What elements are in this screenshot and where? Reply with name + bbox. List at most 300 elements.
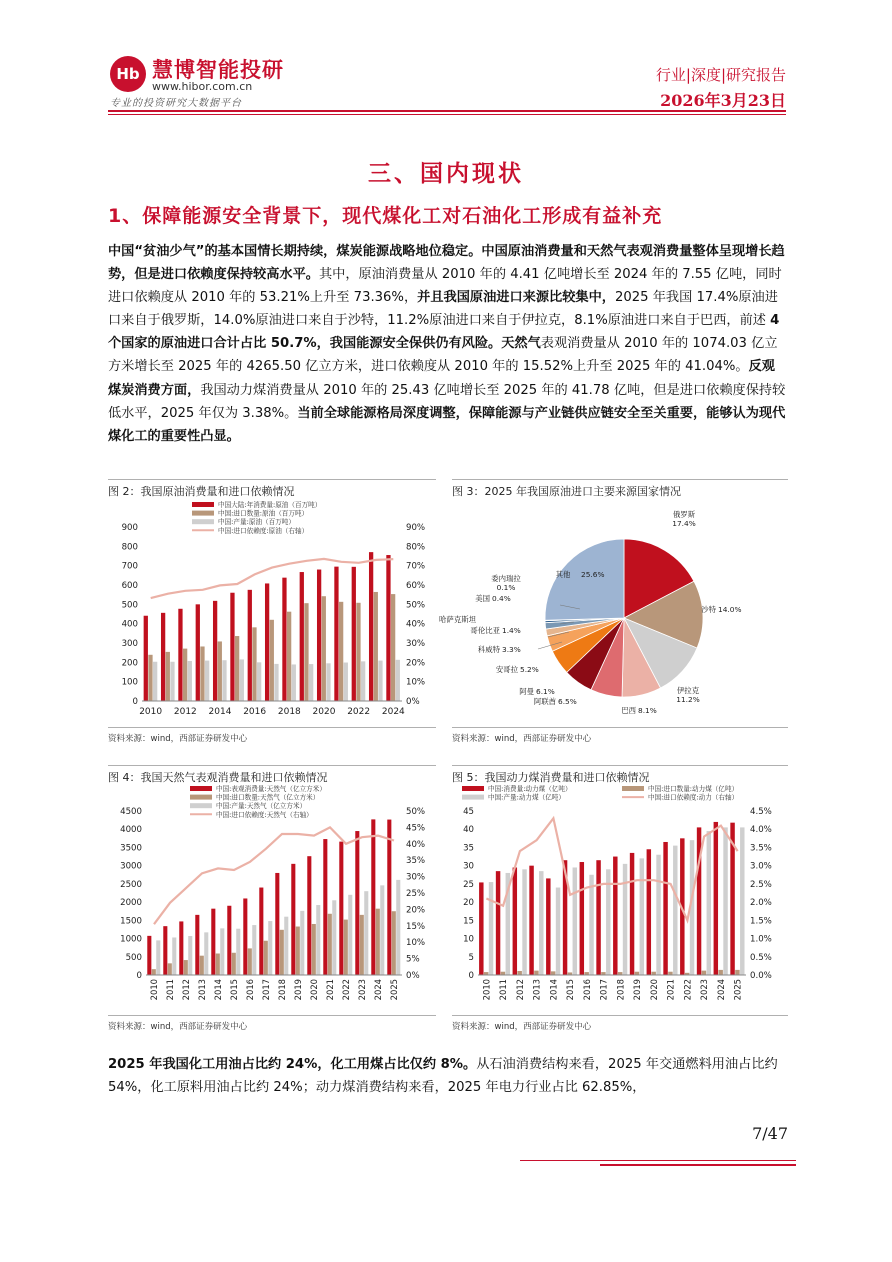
legend-swatch <box>190 786 212 791</box>
bar-产量 <box>204 932 208 975</box>
bar-进口数量 <box>517 971 521 975</box>
pie-value: 8.1% <box>638 706 657 715</box>
bar-进口数量 <box>152 969 156 975</box>
bar-表观消费量 <box>147 936 151 975</box>
legend-swatch <box>190 803 212 808</box>
bar-进口数量 <box>339 602 343 701</box>
fig4-chart <box>108 783 436 1013</box>
bar-产量 <box>170 662 174 701</box>
fig3-top-rule <box>452 479 788 480</box>
bar-产量 <box>640 858 644 975</box>
x-tick-label: 2021 <box>325 979 335 1001</box>
bar-表观消费量 <box>339 842 343 975</box>
bar-产量 <box>539 871 543 975</box>
bar-进口数量 <box>287 612 291 701</box>
footer-divider-thick <box>600 1164 796 1166</box>
y2-tick-label: 30% <box>406 639 426 649</box>
fig4-source: 资料来源：wind，西部证券研发中心 <box>108 1022 248 1032</box>
bar-消费量 <box>300 572 304 701</box>
bar-产量 <box>156 940 160 975</box>
y2-tick-label: 50% <box>406 600 426 611</box>
fig2-chart <box>108 497 436 725</box>
y-tick-label: 900 <box>121 523 138 533</box>
header-divider <box>108 110 786 112</box>
pie-value: 25.6% <box>581 570 605 579</box>
bar-表观消费量 <box>355 831 359 975</box>
fig4-top-rule <box>108 765 436 766</box>
y2-tick-label: 4.5% <box>750 807 772 817</box>
y2-tick-label: 10% <box>406 677 426 688</box>
bar-进口数量 <box>702 971 706 975</box>
y2-tick-label: 70% <box>406 561 426 572</box>
bar-消费量 <box>248 590 252 701</box>
bar-产量 <box>344 663 348 701</box>
pie-label: 沙特 <box>701 605 716 614</box>
legend-swatch <box>622 786 644 791</box>
y2-tick-label: 20% <box>406 905 426 916</box>
bar-进口数量 <box>183 649 187 701</box>
y-tick-label: 3000 <box>120 861 142 872</box>
logo-name: 慧博智能投研 <box>152 58 284 82</box>
para1-run: 并且我国原油进口来源比较集中， <box>417 290 615 306</box>
bar-消费量 <box>230 593 234 701</box>
bar-表观消费量 <box>291 864 295 975</box>
x-tick-label: 2015 <box>565 979 576 1001</box>
bar-产量 <box>300 911 304 975</box>
x-tick-label: 2019 <box>632 979 643 1001</box>
y-tick-label: 600 <box>121 581 138 591</box>
x-tick-label: 2016 <box>243 707 267 717</box>
para1-run: 中国“贫油少气”的基本国情长期持续，煤炭能源战略地位稳定。中国原油消费量和天然气表观消费量整体呈现增长趋势，但是进口依赖度保持较高水平。 <box>108 244 785 283</box>
x-tick-label: 2013 <box>197 979 207 1001</box>
bar-进口数量 <box>304 603 308 701</box>
x-tick-label: 2015 <box>229 979 239 1001</box>
bar-产量 <box>673 846 677 975</box>
legend-swatch <box>192 502 214 507</box>
header-divider-thin <box>108 114 786 115</box>
bar-进口数量 <box>200 956 204 975</box>
bar-消费量 <box>282 578 286 701</box>
pie-slice-12 <box>545 539 624 620</box>
pie-value: 17.4% <box>672 519 696 528</box>
legend-swatch <box>462 795 484 800</box>
x-tick-label: 2020 <box>312 707 336 717</box>
bar-进口数量 <box>280 930 284 975</box>
x-tick-label: 2025 <box>732 979 743 1001</box>
bar-进口数量 <box>344 920 348 975</box>
pie-label: 其他 <box>555 570 571 579</box>
y2-tick-label: 40% <box>406 839 426 850</box>
pie-label: 哥伦比亚 <box>470 626 500 635</box>
y-tick-label: 10 <box>463 934 474 945</box>
bar-产量 <box>205 661 209 701</box>
legend-swatch <box>190 795 212 800</box>
y-tick-label: 300 <box>121 639 138 649</box>
x-tick-label: 2018 <box>615 979 626 1001</box>
y2-tick-label: 1.0% <box>750 934 772 945</box>
y2-tick-label: 5% <box>406 954 420 965</box>
x-tick-label: 2021 <box>665 979 676 1001</box>
bar-产量 <box>396 660 400 701</box>
y-tick-label: 20 <box>463 898 474 909</box>
legend-label: 中国:表观消费量:天然气（亿立方米） <box>216 785 326 793</box>
bar-产量 <box>396 880 400 975</box>
pie-value: 11.2% <box>676 695 700 704</box>
x-tick-label: 2020 <box>309 979 319 1001</box>
bar-产量 <box>589 875 593 975</box>
y2-tick-label: 4.0% <box>750 825 772 836</box>
x-tick-label: 2014 <box>548 979 559 1001</box>
pie-label: 伊拉克 <box>676 686 700 695</box>
bar-产量 <box>268 921 272 975</box>
paragraph-1 <box>108 240 788 448</box>
bar-产量 <box>274 664 278 701</box>
bar-产量 <box>364 891 368 975</box>
x-tick-label: 2012 <box>181 979 191 1001</box>
bar-表观消费量 <box>195 915 199 975</box>
bar-产量 <box>316 905 320 975</box>
bar-进口数量 <box>270 620 274 701</box>
y2-tick-label: 80% <box>406 542 426 553</box>
para1-run: 我国动力煤消费量从 2010 年的 25.43 亿吨增长至 2025 年的 41.78 亿吨，但是进口依赖度保持较低水平，2025 年仅为 3.38%。 <box>108 382 786 421</box>
pie-label: 巴西 <box>621 706 636 715</box>
y2-tick-label: 45% <box>406 823 426 834</box>
fig3-title: 图 3：2025 年我国原油进口主要来源国家情况 <box>452 485 681 498</box>
bar-进口数量 <box>376 909 380 975</box>
bar-产量 <box>220 928 224 975</box>
bar-产量 <box>573 867 577 975</box>
y-tick-label: 45 <box>463 807 474 817</box>
bar-产量 <box>606 869 610 975</box>
fig5-top-rule <box>452 765 788 766</box>
para1-run: 当前全球能源格局深度调整，保障能源与产业链供应链安全至关重要，能够认为现代煤化工的重要性凸显。 <box>108 405 786 444</box>
bar-进口数量 <box>356 603 360 701</box>
bar-表观消费量 <box>243 898 247 975</box>
bar-消费量 <box>334 567 338 701</box>
y-tick-label: 30 <box>463 861 474 872</box>
fig3-chart <box>439 497 788 725</box>
pie-label: 科威特 <box>477 645 500 654</box>
bar-消费量 <box>663 842 667 975</box>
bar-进口数量 <box>148 655 152 701</box>
bar-消费量 <box>529 866 533 975</box>
bar-产量 <box>740 827 744 975</box>
bar-消费量 <box>647 849 651 975</box>
y-tick-label: 800 <box>121 542 138 553</box>
y-tick-label: 500 <box>125 952 142 963</box>
para1-run: 表观消费量从 2010 年的 1074.03 亿立方米增长至 2025 年的 4265.50 亿立方米，进口依赖度从 2010 年的 15.52%上升至 2025 年的 41.04%。 <box>108 336 778 375</box>
para2-run: 2025 年我国化工用油占比约 24%，化工用煤占比仅约 8%。 <box>108 1057 477 1072</box>
legend-swatch <box>192 519 214 524</box>
fig3-bottom-rule <box>452 727 788 728</box>
legend-label: 中国:进口数量:动力煤（亿吨） <box>648 785 739 793</box>
bar-产量 <box>188 661 192 701</box>
pie-value: 0.1% <box>496 583 516 592</box>
x-tick-label: 2025 <box>389 979 399 1001</box>
logo-slogan: 专业的投资研究大数据平台 <box>110 98 242 109</box>
pie-value: 0.4% <box>492 594 511 603</box>
x-tick-label: 2013 <box>531 979 542 1001</box>
bar-产量 <box>222 660 226 701</box>
x-tick-label: 2023 <box>357 979 367 1001</box>
fig2-top-rule <box>108 479 436 480</box>
x-tick-label: 2012 <box>173 707 197 717</box>
x-tick-label: 2010 <box>481 979 492 1001</box>
y-tick-label: 400 <box>121 619 138 630</box>
bar-产量 <box>257 662 261 701</box>
bar-进口数量 <box>264 941 268 975</box>
y-tick-label: 0 <box>136 971 142 981</box>
y-tick-label: 15 <box>463 916 474 927</box>
bar-进口数量 <box>391 594 395 701</box>
y2-tick-label: 60% <box>406 581 426 591</box>
y-tick-label: 0 <box>132 697 138 707</box>
x-tick-label: 2022 <box>347 707 371 717</box>
fig3-source: 资料来源：wind，西部证券研发中心 <box>452 734 592 744</box>
y2-tick-label: 2.5% <box>750 879 772 890</box>
bar-产量 <box>623 864 627 975</box>
legend-label: 中国:进口依赖度:原油（右轴） <box>218 526 309 535</box>
y2-tick-label: 20% <box>406 658 426 669</box>
bar-进口数量 <box>166 652 170 701</box>
bar-消费量 <box>178 609 182 701</box>
footer-divider <box>520 1160 796 1161</box>
y-tick-label: 40 <box>463 825 474 836</box>
bar-产量 <box>707 831 711 975</box>
bar-产量 <box>326 663 330 701</box>
x-tick-label: 2019 <box>293 979 303 1001</box>
legend-label: 中国:进口依赖度:天然气（右轴） <box>216 810 313 819</box>
bar-表观消费量 <box>371 819 375 975</box>
bar-进口数量 <box>735 970 739 975</box>
page-number: 7/47 <box>752 1124 788 1143</box>
y-tick-label: 25 <box>463 879 474 890</box>
pie-label: 阿联酋 <box>533 697 556 706</box>
bar-消费量 <box>369 552 373 701</box>
x-tick-label: 2023 <box>699 979 710 1001</box>
y2-tick-label: 1.5% <box>750 916 772 927</box>
bar-进口数量 <box>718 970 722 975</box>
x-tick-label: 2012 <box>514 979 525 1001</box>
bar-产量 <box>380 885 384 975</box>
bar-进口数量 <box>218 641 222 701</box>
pie-value: 3.3% <box>502 645 521 654</box>
fig4-bottom-rule <box>108 1015 436 1016</box>
line-import-dependency <box>151 559 394 598</box>
y-tick-label: 500 <box>121 600 138 611</box>
y-tick-label: 3500 <box>120 843 142 854</box>
fig5-source: 资料来源：wind，西部证券研发中心 <box>452 1022 592 1032</box>
x-tick-label: 2014 <box>213 979 223 1001</box>
bar-进口数量 <box>374 592 378 701</box>
legend-label: 中国大陆:年消费量:原油（百万吨） <box>218 501 322 509</box>
bar-产量 <box>332 900 336 975</box>
y-tick-label: 4500 <box>120 807 142 817</box>
bar-消费量 <box>546 878 550 975</box>
bar-消费量 <box>386 555 390 701</box>
pie-label: 安哥拉 <box>495 665 518 674</box>
pie-value: 5.2% <box>520 665 539 674</box>
bar-消费量 <box>144 616 148 701</box>
y2-tick-label: 50% <box>406 807 426 817</box>
bar-进口数量 <box>168 963 172 975</box>
para2-run: 从石油消费结构来看，2025 年交通燃料用油占比约 54%，化工原料用油占比约 24%；动力煤消费结构来看，2025 年电力行业占比 62.85%， <box>108 1057 778 1096</box>
y-tick-label: 2000 <box>120 898 142 909</box>
legend-label: 中国:消费量:动力煤（亿吨） <box>488 785 572 793</box>
bar-消费量 <box>352 567 356 701</box>
y-tick-label: 1500 <box>120 916 142 927</box>
y2-tick-label: 0.0% <box>750 971 772 981</box>
y2-tick-label: 3.5% <box>750 843 772 854</box>
para1-run: 反观煤炭消费方面， <box>108 359 775 398</box>
sub-title: 1、保障能源安全背景下，现代煤化工对石油化工形成有益补充 <box>108 205 663 227</box>
fig5-title: 图 5：我国动力煤消费量和进口依赖情况 <box>452 771 650 784</box>
fig2-source: 资料来源：wind，西部证券研发中心 <box>108 734 248 744</box>
bar-消费量 <box>496 871 500 975</box>
bar-产量 <box>656 855 660 975</box>
bar-产量 <box>378 661 382 701</box>
y-tick-label: 1000 <box>120 934 142 945</box>
bar-进口数量 <box>252 627 256 701</box>
bar-进口数量 <box>184 960 188 975</box>
bar-消费量 <box>580 862 584 975</box>
bar-产量 <box>284 917 288 975</box>
legend-label: 中国:进口数量:天然气（亿立方米） <box>216 793 320 802</box>
bar-产量 <box>556 888 560 975</box>
pie-value: 14.0% <box>718 605 742 614</box>
bar-表观消费量 <box>387 820 391 975</box>
y-tick-label: 2500 <box>120 879 142 890</box>
bar-消费量 <box>513 867 517 975</box>
legend-label: 中国:进口依赖度:动力（右轴） <box>648 793 739 802</box>
bar-消费量 <box>630 853 634 975</box>
y2-tick-label: 2.0% <box>750 898 772 909</box>
y-tick-label: 200 <box>121 658 138 669</box>
bar-产量 <box>522 869 526 975</box>
bar-表观消费量 <box>259 888 263 975</box>
bar-消费量 <box>161 613 165 701</box>
bar-消费量 <box>613 857 617 975</box>
bar-产量 <box>188 936 192 975</box>
bar-产量 <box>153 662 157 701</box>
x-tick-label: 2011 <box>165 979 175 1001</box>
bar-进口数量 <box>248 948 252 975</box>
bar-进口数量 <box>216 953 220 975</box>
bar-产量 <box>172 937 176 975</box>
bar-产量 <box>252 925 256 975</box>
x-tick-label: 2018 <box>277 979 287 1001</box>
bar-消费量 <box>317 570 321 701</box>
fig5-bottom-rule <box>452 1015 788 1016</box>
pie-value: 6.1% <box>536 687 555 696</box>
bar-产量 <box>361 661 365 701</box>
pie-label: 委内瑞拉 <box>491 574 521 583</box>
report-date: 2026年3月23日 <box>660 91 786 110</box>
fig2-bottom-rule <box>108 727 436 728</box>
bar-进口数量 <box>296 927 300 975</box>
fig5-chart <box>452 783 788 1013</box>
x-tick-label: 2024 <box>373 979 383 1001</box>
pie-label: 阿曼 <box>519 687 534 696</box>
pie-label: 哈萨克斯坦 <box>439 615 476 624</box>
legend-label: 中国:产量:动力煤（亿吨） <box>488 793 565 802</box>
x-tick-label: 2010 <box>139 707 163 717</box>
paragraph-2 <box>108 1053 788 1099</box>
bar-消费量 <box>213 601 217 701</box>
x-tick-label: 2010 <box>149 979 159 1001</box>
para1-run: 4 个国家的原油进口合计占比 50.7%，我国能源安全保供仍有风险。天然气 <box>108 313 780 352</box>
y-tick-label: 0 <box>468 971 474 981</box>
y2-tick-label: 0% <box>406 697 420 707</box>
y2-tick-label: 15% <box>406 921 426 932</box>
y2-tick-label: 10% <box>406 938 426 949</box>
bar-消费量 <box>479 882 483 975</box>
pie-value: 6.5% <box>558 697 577 706</box>
bar-进口数量 <box>232 953 236 975</box>
bar-产量 <box>348 895 352 975</box>
y2-tick-label: 0% <box>406 971 420 981</box>
bar-表观消费量 <box>275 873 279 975</box>
bar-进口数量 <box>322 596 326 701</box>
para1-run: 其中，原油消费量从 2010 年的 4.41 亿吨增长至 2024 年的 7.55 亿吨，同时进口依赖度从 2010 年的 53.21%上升至 73.36%， <box>108 267 782 306</box>
bar-消费量 <box>596 860 600 975</box>
y2-tick-label: 35% <box>406 856 426 867</box>
bar-表观消费量 <box>323 839 327 975</box>
bar-消费量 <box>714 822 718 975</box>
logo-url: www.hibor.com.cn <box>152 80 253 93</box>
x-tick-label: 2024 <box>715 979 726 1001</box>
x-tick-label: 2022 <box>341 979 351 1001</box>
bar-产量 <box>236 929 240 975</box>
legend-swatch <box>462 786 484 791</box>
bar-产量 <box>240 659 244 701</box>
x-tick-label: 2016 <box>245 979 255 1001</box>
y-tick-label: 100 <box>121 677 138 688</box>
legend-label: 中国:产量:天然气（亿立方米） <box>216 802 307 811</box>
x-tick-label: 2022 <box>682 979 693 1001</box>
para1-run: 2025 年我国 17.4%原油进口来自于俄罗斯，14.0%原油进口来自于沙特，11.2%原油进口来自于伊拉克，8.1%原油进口来自于巴西，前述 <box>108 290 778 329</box>
section-title: 三、国内现状 <box>368 161 524 187</box>
x-tick-label: 2016 <box>581 979 592 1001</box>
fig2-title: 图 2：我国原油消费量和进口依赖情况 <box>108 485 295 498</box>
y-tick-label: 5 <box>468 952 474 963</box>
bar-进口数量 <box>551 971 555 975</box>
pie-value: 1.4% <box>502 626 521 635</box>
y2-tick-label: 25% <box>406 889 426 899</box>
y-tick-label: 35 <box>463 843 474 854</box>
bar-进口数量 <box>534 971 538 975</box>
bar-表观消费量 <box>163 926 167 975</box>
bar-表观消费量 <box>211 909 215 975</box>
x-tick-label: 2011 <box>498 979 509 1001</box>
bar-进口数量 <box>328 914 332 975</box>
y-tick-label: 700 <box>121 561 138 572</box>
y2-tick-label: 90% <box>406 523 426 533</box>
bar-产量 <box>292 664 296 701</box>
bar-进口数量 <box>360 915 364 975</box>
bar-表观消费量 <box>307 856 311 975</box>
report-type: 行业|深度|研究报告 <box>655 66 786 84</box>
pie-label: 俄罗斯 <box>672 510 696 519</box>
bar-消费量 <box>265 583 269 701</box>
y2-tick-label: 40% <box>406 619 426 630</box>
x-tick-label: 2017 <box>261 979 271 1001</box>
bar-产量 <box>489 882 493 975</box>
logo-icon: Hb <box>110 56 146 92</box>
bar-进口数量 <box>200 646 204 701</box>
x-tick-label: 2017 <box>598 979 609 1001</box>
bar-表观消费量 <box>179 921 183 975</box>
